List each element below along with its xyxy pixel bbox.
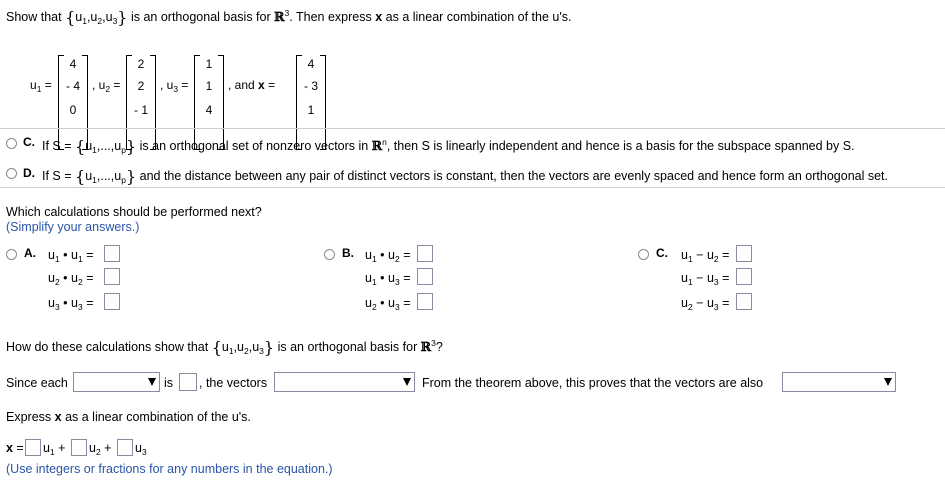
- option-d-letter: D.: [23, 166, 35, 180]
- u3-label: , $u_3$ =: [160, 78, 189, 94]
- express-instruction: Express x as a linear combination of the u's.: [6, 410, 251, 424]
- a-u1u1-input[interactable]: [104, 245, 120, 262]
- c-row-1: $u_1 - u_2$ =: [681, 248, 730, 264]
- c-row-2: $u_1 - u_3$ =: [681, 271, 730, 287]
- coef-u3-input[interactable]: [117, 439, 133, 456]
- b-row-3: $u_2$ • $u_3$ =: [365, 296, 411, 312]
- coef-u1-input[interactable]: [25, 439, 41, 456]
- x-equation: x =: [6, 441, 24, 455]
- since-each-dropdown[interactable]: [73, 372, 160, 392]
- radio-choice-a[interactable]: [6, 249, 17, 260]
- question-orthogonal-basis: How do these calculations show that $\{u_1,u_2,u_3\}$ is an orthogonal basis for ℝ$^3$?: [6, 338, 443, 357]
- chevron-down-icon: [884, 378, 892, 386]
- c-row-3: $u_2 - u_3$ =: [681, 296, 730, 312]
- option-c-text: If $S = \{u_1,...,u_p\}$ is an orthogonal set of nonzero vectors in ℝ$^n$, then S is linearly independent and hence is a basis for the subspace spanned by S.: [42, 137, 855, 156]
- term-u1: $u_1$ +: [43, 441, 66, 457]
- a-row-3: $u_3$ • $u_3$ =: [48, 296, 94, 312]
- option-d-text: If $S = \{u_1,...,u_p\}$ and the distance between any pair of distinct vectors is constant, then the vectors are evenly spaced and hence form an orthogonal set.: [42, 167, 888, 186]
- problem-statement: Show that $\{u_1,u_2,u_3\}$ is an orthogonal basis for ℝ$^3$. Then express x as a linear combination of the u's.: [6, 8, 572, 27]
- choice-a-letter: A.: [24, 246, 36, 260]
- b-u1u3-input[interactable]: [417, 268, 433, 285]
- b-row-2: $u_1$ • $u_3$ =: [365, 271, 411, 287]
- since-each-label: Since each: [6, 376, 68, 390]
- coef-u2-input[interactable]: [71, 439, 87, 456]
- vectors-also-dropdown[interactable]: [782, 372, 896, 392]
- chevron-down-icon: [148, 378, 156, 386]
- theorem-label: From the theorem above, this proves that the vectors are also: [422, 376, 764, 390]
- choice-c-letter: C.: [656, 246, 668, 260]
- u3-vector: 1 1 4: [194, 55, 224, 150]
- radio-choice-b[interactable]: [324, 249, 335, 260]
- radio-option-d-top[interactable]: [6, 168, 17, 179]
- radio-option-c-top[interactable]: [6, 138, 17, 149]
- term-u3: $u_3$: [135, 441, 147, 457]
- term-u2: $u_2$ +: [89, 441, 112, 457]
- divider-mid: [0, 187, 945, 188]
- u2-label: , $u_2$ =: [92, 78, 121, 94]
- x-vector: 4 - 3 1: [296, 55, 326, 150]
- u1-label: $u_1$ =: [30, 78, 52, 94]
- integer-hint: (Use integers or fractions for any numbers in the equation.): [6, 462, 333, 476]
- a-u3u3-input[interactable]: [104, 293, 120, 310]
- u2-vector: 2 2 - 1: [126, 55, 156, 150]
- c-u2u3-input[interactable]: [736, 293, 752, 310]
- x-label: , and x =: [228, 78, 276, 92]
- b-row-1: $u_1$ • $u_2$ =: [365, 248, 411, 264]
- radio-choice-c[interactable]: [638, 249, 649, 260]
- c-u1u3-input[interactable]: [736, 268, 752, 285]
- since-value-input[interactable]: [179, 373, 197, 391]
- question-next-calculations: Which calculations should be performed next?: [6, 205, 262, 219]
- is-label: is: [164, 376, 174, 390]
- divider-top: [0, 128, 945, 129]
- u1-vector: 4 - 4 0: [58, 55, 88, 150]
- option-c-letter: C.: [23, 135, 35, 149]
- vectors-are-dropdown[interactable]: [274, 372, 415, 392]
- the-vectors-label: , the vectors: [199, 376, 268, 390]
- b-u2u3-input[interactable]: [417, 293, 433, 310]
- c-u1u2-input[interactable]: [736, 245, 752, 262]
- simplify-hint: (Simplify your answers.): [6, 220, 140, 234]
- a-row-2: $u_2$ • $u_2$ =: [48, 271, 94, 287]
- chevron-down-icon: [403, 378, 411, 386]
- a-u2u2-input[interactable]: [104, 268, 120, 285]
- a-row-1: $u_1$ • $u_1$ =: [48, 248, 94, 264]
- b-u1u2-input[interactable]: [417, 245, 433, 262]
- choice-b-letter: B.: [342, 246, 354, 260]
